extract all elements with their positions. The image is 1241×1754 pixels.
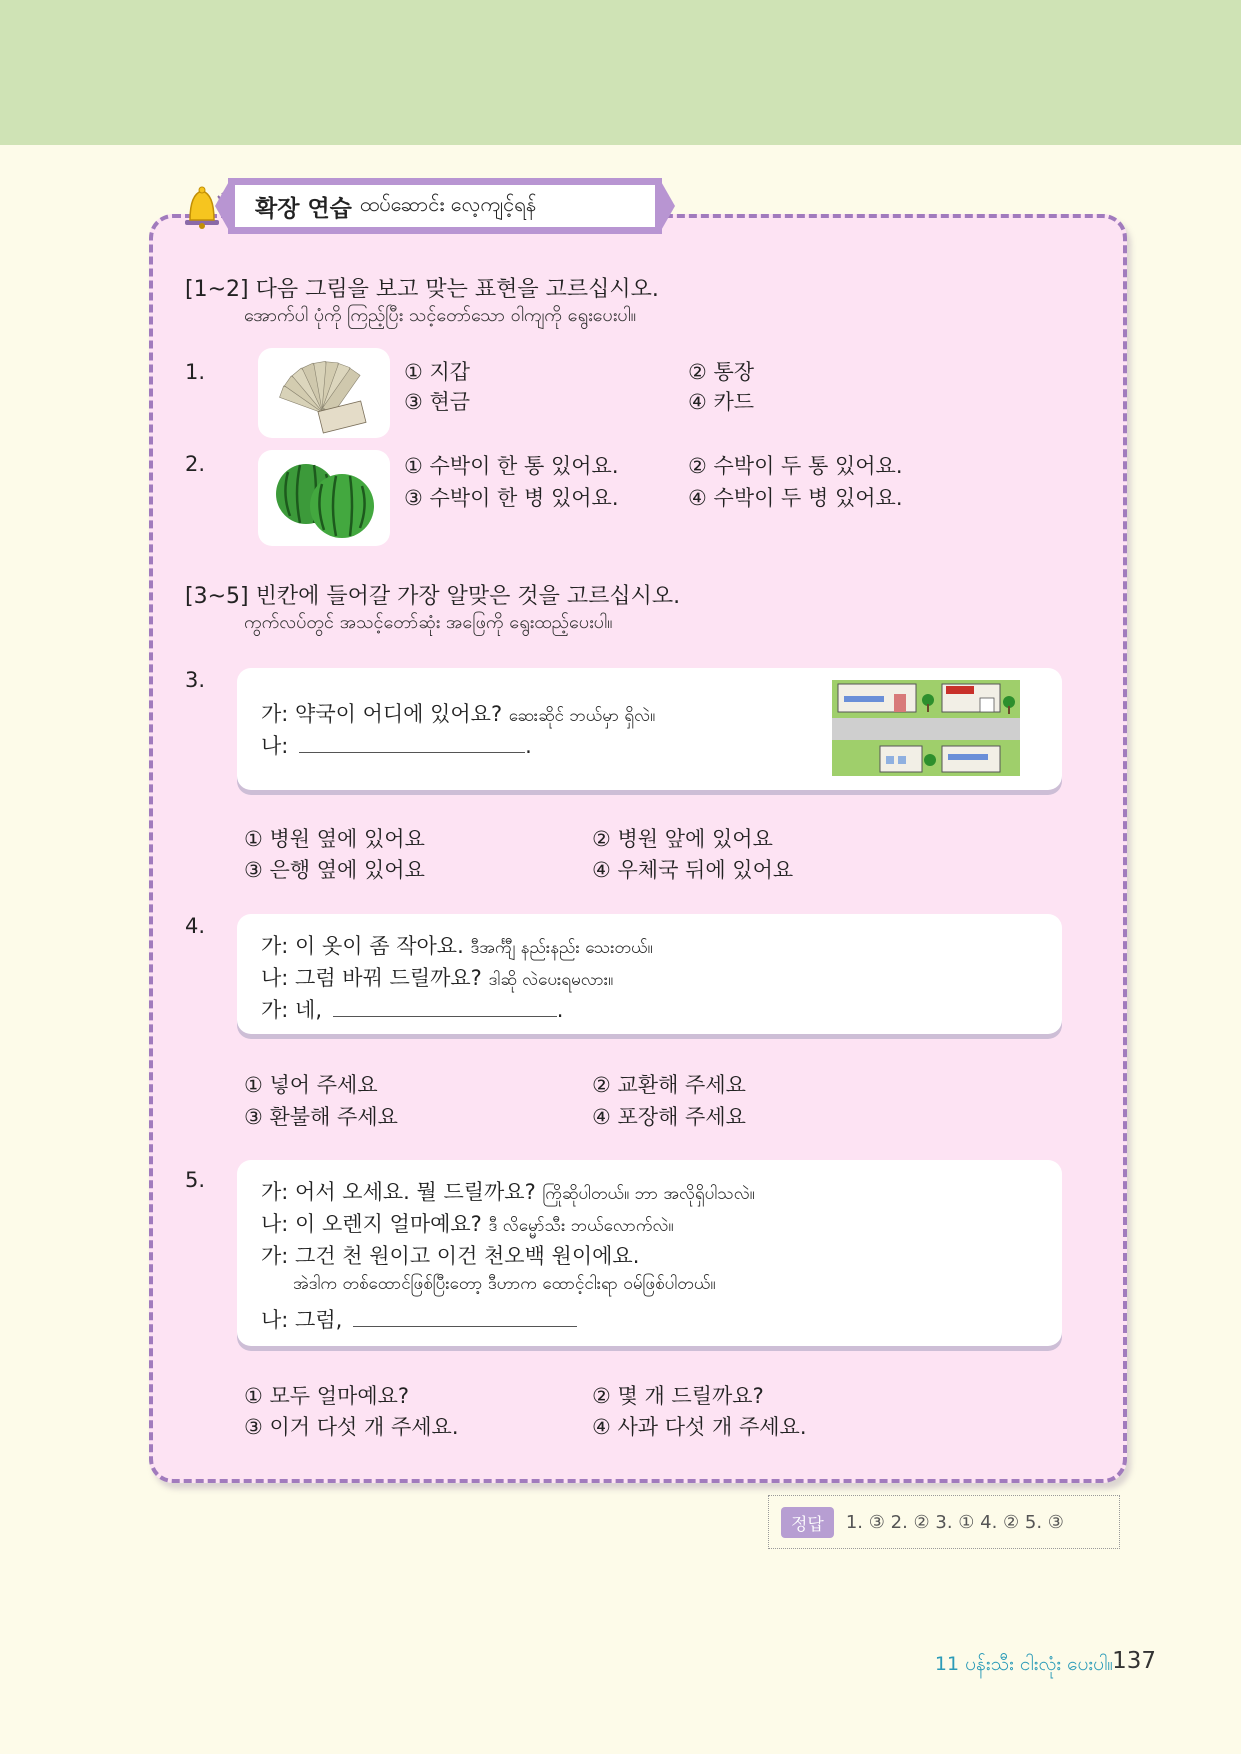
q5-dialog-box: [237, 1160, 1062, 1346]
q4-line-3: [261, 994, 563, 1024]
q3-blank[interactable]: [299, 751, 525, 753]
q3-line-2-ko: 나:: [261, 734, 289, 758]
q3-line-2-end: .: [525, 734, 532, 758]
q5-line-3: 가: 그건 천 원이고 이건 천오백 원이에요.: [261, 1244, 640, 1268]
q1-option-2[interactable]: ② 통장: [688, 360, 755, 384]
q5-line-2-my: ဒီ လိမ္မော်သီး ဘယ်လောက်လဲ။: [488, 1216, 674, 1236]
q4-dialog-box: [237, 914, 1062, 1034]
question-4-number: 4.: [185, 914, 206, 938]
part2-instruction-my: ကွက်လပ်တွင် အသင့်တော်ဆုံး အဖြေကို ရွေးထည့်ပေးပါ။: [244, 612, 613, 633]
q4-line-3-ko: 가: 네,: [261, 998, 322, 1022]
q2-picture-watermelons: [258, 450, 390, 546]
q4-option-1[interactable]: ① 넣어 주세요: [244, 1073, 378, 1097]
part2-instruction: [3~5] 빈칸에 들어갈 가장 알맞은 것을 고르십시오.: [185, 584, 681, 609]
q1-option-1[interactable]: ① 지갑: [404, 360, 471, 384]
q4-option-2[interactable]: ② 교환해 주세요: [592, 1073, 746, 1097]
q5-option-1[interactable]: ① 모두 얼마예요?: [244, 1384, 410, 1408]
section-title-tab: [228, 178, 662, 234]
section-title-my: ထပ်ဆောင်း လေ့ကျင့်ရန်: [359, 192, 537, 216]
q5-line-1: [261, 1176, 755, 1208]
q5-option-2[interactable]: ② 몇 개 드릴까요?: [592, 1384, 764, 1408]
q3-option-4[interactable]: ④ 우체국 뒤에 있어요: [592, 858, 794, 882]
answer-key-text: 1. ③ 2. ② 3. ① 4. ② 5. ③: [845, 1511, 1064, 1533]
q5-option-3[interactable]: ③ 이거 다섯 개 주세요.: [244, 1415, 459, 1439]
part1-instruction: [1~2] 다음 그림을 보고 맞는 표현을 고르십시오.: [185, 277, 659, 302]
q3-dialog-box: [237, 668, 1062, 790]
q5-line-2: [261, 1208, 674, 1240]
answer-key-box: [768, 1495, 1120, 1549]
question-1-number: 1.: [185, 360, 206, 384]
q4-line-2-ko: 나: 그럼 바꿔 드릴까요?: [261, 966, 482, 990]
q3-line-1: [261, 698, 655, 730]
q3-line-1-my: ဆေးဆိုင် ဘယ်မှာ ရှိလဲ။: [508, 706, 656, 726]
section-title-ko: 확장 연습: [255, 195, 352, 222]
q5-blank[interactable]: [353, 1325, 577, 1327]
q4-blank[interactable]: [333, 1015, 557, 1017]
q5-line-1-ko: 가: 어서 오세요. 뭘 드릴까요?: [261, 1180, 536, 1204]
answer-key-label: 정답: [781, 1507, 834, 1538]
question-5-number: 5.: [185, 1168, 206, 1192]
q2-option-1[interactable]: ① 수박이 한 통 있어요.: [404, 454, 619, 478]
q1-option-4[interactable]: ④ 카드: [688, 390, 755, 414]
q5-line-3-my: အဲဒါက တစ်ထောင်ဖြစ်ပြီးတော့ ဒီဟာက ထောင့်ငါးရာ ဝမ်ဖြစ်ပါတယ်။: [293, 1274, 716, 1294]
q4-option-3[interactable]: ③ 환불해 주세요: [244, 1105, 398, 1129]
q3-option-2[interactable]: ② 병원 앞에 있어요: [592, 827, 773, 851]
q4-line-1-my: ဒီအင်္ကျီ နည်းနည်း သေးတယ်။: [470, 938, 653, 958]
watermelon-icon: [258, 450, 390, 546]
q5-line-2-ko: 나: 이 오렌지 얼마예요?: [261, 1212, 482, 1236]
q5-line-4-ko: 나: 그럼,: [261, 1308, 343, 1332]
part1-instruction-my: အောက်ပါ ပုံကို ကြည့်ပြီး သင့်တော်သော ဝါကျကို ရွေးပေးပါ။: [244, 305, 637, 326]
top-color-band: [0, 0, 1241, 145]
question-3-number: 3.: [185, 668, 206, 692]
q4-line-3-end: .: [556, 998, 564, 1022]
q4-line-2-my: ဒါဆို လဲပေးရမလား။: [488, 970, 614, 990]
q1-picture-cash: [258, 348, 390, 438]
q5-option-4[interactable]: ④ 사과 다섯 개 주세요.: [592, 1415, 807, 1439]
q5-line-4: [261, 1304, 577, 1334]
q4-line-2: [261, 962, 613, 994]
q4-option-4[interactable]: ④ 포장해 주세요: [592, 1105, 746, 1129]
q3-line-1-ko: 가: 약국이 어디에 있어요?: [261, 702, 503, 726]
street-map-illustration: [832, 680, 1020, 776]
q3-line-2: [261, 730, 532, 760]
q2-option-2[interactable]: ② 수박이 두 통 있어요.: [688, 454, 903, 478]
q3-option-1[interactable]: ① 병원 옆에 있어요: [244, 827, 425, 851]
q2-option-3[interactable]: ③ 수박이 한 병 있어요.: [404, 486, 619, 510]
q5-line-1-my: ကြိုဆိုပါတယ်။ ဘာ အလိုရှိပါသလဲ။: [542, 1184, 755, 1204]
q4-line-1-ko: 가: 이 옷이 좀 작아요.: [261, 934, 464, 958]
q4-line-1: [261, 930, 653, 962]
page-number: 137: [1112, 1648, 1156, 1674]
question-2-number: 2.: [185, 452, 206, 476]
chapter-title: 11 ပန်းသီး ငါးလုံး ပေးပါ။: [934, 1653, 1113, 1675]
q2-option-4[interactable]: ④ 수박이 두 병 있어요.: [688, 486, 903, 510]
q3-option-3[interactable]: ③ 은행 옆에 있어요: [244, 858, 425, 882]
cash-banknotes-icon: [258, 348, 390, 438]
q1-option-3[interactable]: ③ 현금: [404, 390, 471, 414]
